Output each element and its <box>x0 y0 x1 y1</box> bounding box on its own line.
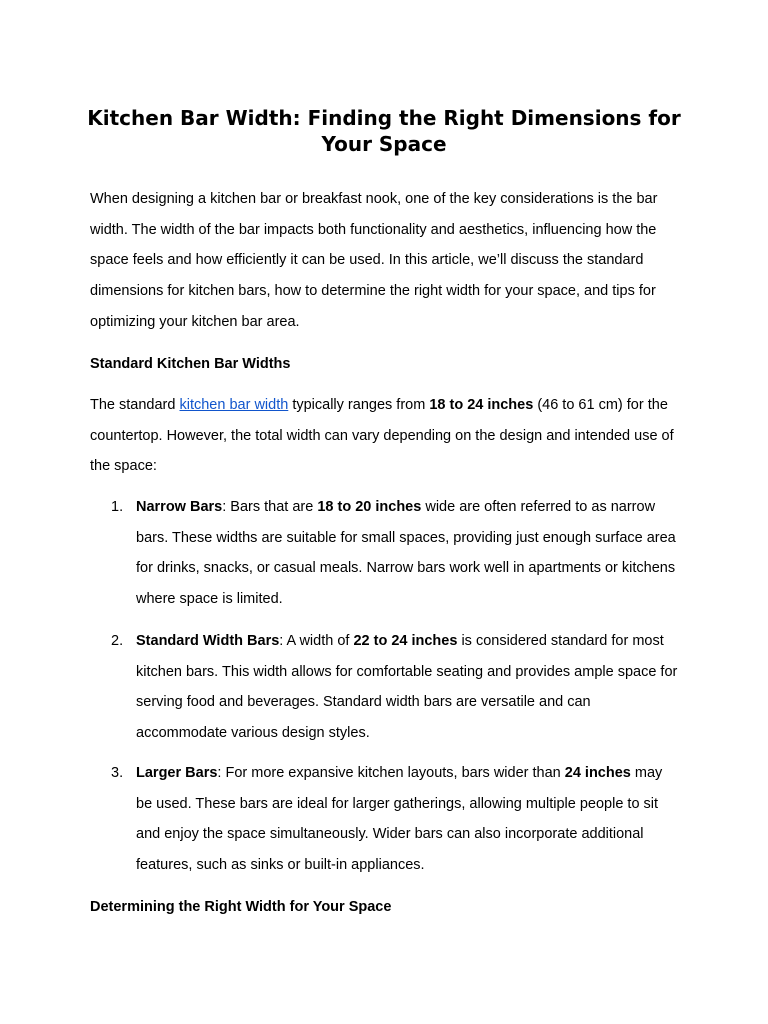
list-item-text: : A width of <box>279 633 354 649</box>
list-item-standard-width-bars <box>111 626 682 749</box>
list-item-title: Narrow Bars <box>136 499 223 515</box>
list-item-text: : Bars that are <box>222 499 318 515</box>
list-item-title: Larger Bars <box>136 765 218 781</box>
page-title: Kitchen Bar Width: Finding the Right Dimensions for Your Space <box>87 106 681 156</box>
bold-text: 18 to 20 inches <box>317 499 422 515</box>
list-number: 2. <box>111 633 124 649</box>
bold-text: 24 inches <box>564 765 631 781</box>
list-item-text: may be used. These bars are ideal for larger gatherings, allowing multiple people to sit and enjoy the space simultaneously. Wider bars can also incorporate additional features, such as sinks or built-in appliances. <box>136 765 663 874</box>
list-item-narrow-bars <box>111 492 682 615</box>
paragraph-text: typically ranges from <box>288 397 430 413</box>
section-heading-determining-width: Determining the Right Width for Your Space <box>90 899 392 915</box>
paragraph-text: (46 to 61 cm) for the countertop. However, the total width can vary depending on the design and intended use of the space: <box>90 397 674 475</box>
list-item-text: : For more expansive kitchen layouts, bars wider than <box>217 765 565 781</box>
standard-width-paragraph <box>90 390 682 482</box>
intro-paragraph: When designing a kitchen bar or breakfast nook, one of the key considerations is the bar width. The width of the bar impacts both functionality and aesthetics, influencing how the space feels and how efficiently it can be used. In this article, we’ll discuss the standard dimensions for kitchen bars, how to determine the right width for your space, and tips for optimizing your kitchen bar area. <box>90 191 658 330</box>
kitchen-bar-width-link[interactable]: kitchen bar width <box>179 397 289 413</box>
list-item-text: is considered standard for most kitchen bars. This width allows for comfortable seating and provides ample space for serving food and beverages. Standard width bars are versatile and can accommodate various design styles. <box>136 633 678 742</box>
list-item-larger-bars <box>111 758 682 881</box>
paragraph-text: The standard <box>90 397 180 413</box>
bold-text: 22 to 24 inches <box>353 633 458 649</box>
section-heading-standard-widths: Standard Kitchen Bar Widths <box>90 356 291 372</box>
bold-text: 18 to 24 inches <box>429 397 534 413</box>
list-item-title: Standard Width Bars <box>136 633 280 649</box>
list-item-text: wide are often referred to as narrow bars. These widths are suitable for small spaces, providing just enough surface area for drinks, snacks, or casual meals. Narrow bars work well in apartments or kitchens where space is limited. <box>136 499 676 608</box>
list-number: 1. <box>111 499 124 515</box>
list-number: 3. <box>111 765 124 781</box>
